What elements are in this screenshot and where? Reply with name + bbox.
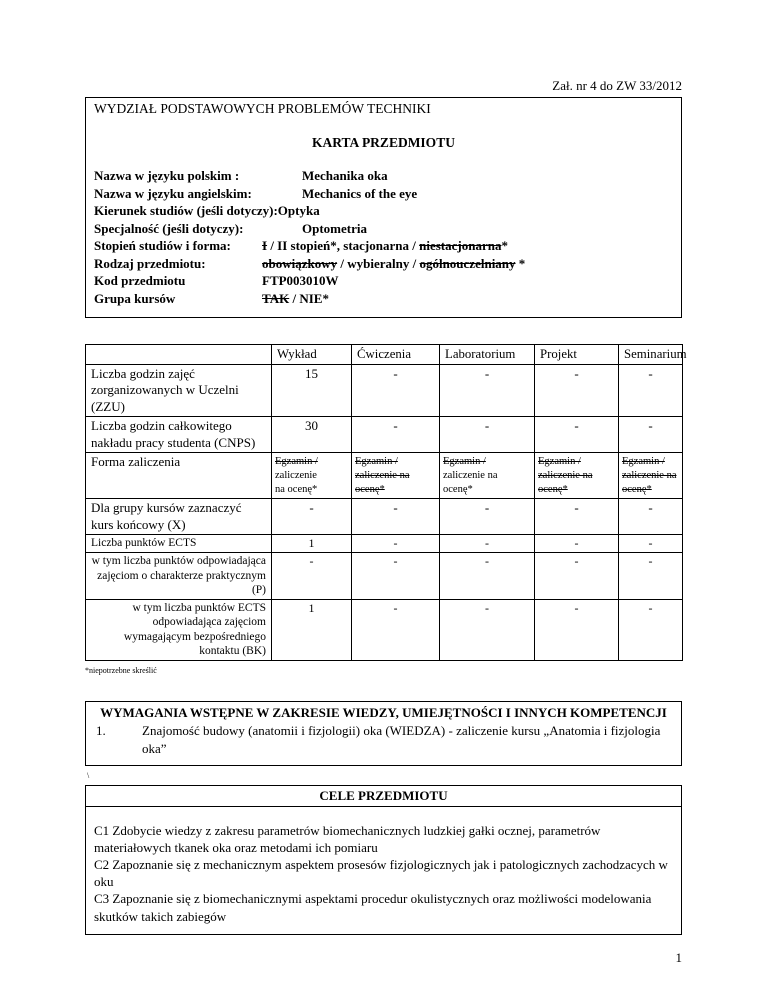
attachment-reference: Zał. nr 4 do ZW 33/2012	[552, 78, 682, 93]
text-segment: / wybieralny /	[337, 255, 420, 271]
page-content	[85, 78, 687, 935]
course-field-row	[94, 167, 673, 185]
table-cell: -	[440, 535, 535, 553]
goal-item: C3 Zapoznanie się z biomechanicznymi aspektami procedur okulistycznych oraz możliwości modelowania skutków takich zabiegów	[94, 891, 652, 924]
table-cell: -	[440, 499, 535, 535]
table-cell: -	[535, 553, 619, 599]
prerequisite-item	[96, 722, 671, 756]
struck-credit-form-line: zaliczenie na	[538, 469, 593, 481]
table-cell: -	[535, 417, 619, 453]
field-label: Grupa kursów	[94, 290, 176, 306]
course-field-row	[94, 202, 673, 220]
table-row	[86, 535, 683, 553]
prerequisite-text: Znajomość budowy (anatomii i fizjologii) oka (WIEDZA) - zaliczenie kursu „Anatomia i fizjologia oka”	[142, 723, 661, 756]
row-label: Dla grupy kursów zaznaczyć kurs końcowy (X)	[86, 499, 272, 535]
text-segment: FTP003010W	[262, 273, 339, 288]
field-label: Specjalność (jeśli dotyczy):	[94, 220, 244, 236]
table-header	[86, 345, 687, 365]
field-label: Stopień studiów i forma:	[94, 238, 231, 253]
course-hours-table	[85, 344, 687, 661]
table-cell: -	[440, 365, 535, 417]
struck-credit-form-line: Egzamin /	[538, 455, 581, 467]
table-header-row	[86, 345, 683, 365]
text-segment: Mechanika oka	[302, 168, 388, 183]
struck-text-segment: I	[262, 238, 268, 253]
course-field-row	[94, 255, 673, 273]
field-value	[262, 272, 339, 290]
text-segment: / NIE*	[289, 290, 329, 306]
course-field-row	[94, 220, 673, 238]
table-row	[86, 365, 683, 417]
credit-form-line: ocenę*	[443, 483, 473, 495]
field-value	[262, 290, 329, 308]
prerequisites-list	[96, 722, 671, 756]
table-cell: -	[352, 535, 440, 553]
field-label: Kod przedmiotu	[94, 273, 186, 288]
table-cell: -	[272, 553, 352, 599]
struck-credit-form-line: zaliczenie na	[622, 469, 677, 481]
table-cell: -	[440, 599, 535, 660]
field-label: Rodzaj przedmiotu:	[94, 255, 206, 271]
row-label: Forma zaliczenia	[86, 452, 272, 499]
struck-credit-form-line: ocenę*	[538, 483, 568, 495]
document-title: KARTA PRZEDMIOTU	[312, 135, 455, 150]
prerequisites-section	[85, 701, 682, 766]
struck-credit-form-line: ocenę*	[355, 483, 385, 495]
text-segment: Optyka	[277, 203, 320, 218]
goal-item: C2 Zapoznanie się z mechanicznym aspektem prosesów fizjologicznych jak i patologicznych zachodzacych w oku	[94, 857, 668, 890]
table-body	[86, 365, 683, 661]
stray-mark: \	[87, 770, 90, 780]
table-cell: -	[619, 553, 683, 599]
table-row	[86, 599, 683, 660]
prerequisite-number: 1.	[96, 723, 106, 739]
field-label: Nazwa w języku polskim :	[94, 168, 240, 183]
strike-footnote: *niepotrzebne skreślić	[85, 665, 157, 675]
credit-form-cell	[619, 452, 683, 499]
struck-text-segment: TAK	[262, 290, 290, 306]
struck-text-segment: ogólnouczelniany	[419, 255, 516, 271]
page-number: 1	[675, 950, 682, 965]
table-row	[86, 417, 683, 453]
field-value	[302, 220, 367, 238]
table-row	[86, 499, 683, 535]
table-cell: -	[352, 599, 440, 660]
column-header: Projekt	[535, 345, 619, 365]
struck-text-segment: obowiązkowy	[262, 255, 338, 271]
struck-credit-form-line: Egzamin /	[622, 455, 665, 467]
table-cell: -	[619, 599, 683, 660]
credit-form-cell	[535, 452, 619, 499]
table-row	[86, 553, 683, 599]
struck-credit-form-line: ocenę*	[622, 483, 652, 495]
table-cell: -	[535, 365, 619, 417]
course-field-row	[94, 237, 673, 255]
text-segment: Mechanics of the eye	[302, 185, 418, 201]
row-label-column-header	[86, 345, 272, 365]
row-label: Liczba godzin całkowitego nakładu pracy studenta (CNPS)	[86, 417, 272, 453]
credit-form-cell	[440, 452, 535, 499]
column-header: Laboratorium	[440, 345, 535, 365]
table-cell: -	[352, 365, 440, 417]
credit-form-line: na ocenę*	[275, 483, 318, 495]
text-segment: Optometria	[302, 220, 367, 236]
table-cell: 15	[272, 365, 352, 417]
course-card-header	[85, 97, 682, 318]
table-cell: -	[619, 417, 683, 453]
table-cell: -	[440, 553, 535, 599]
credit-form-cell	[352, 452, 440, 499]
goals-list	[86, 807, 681, 934]
faculty-name: WYDZIAŁ PODSTAWOWYCH PROBLEMÓW TECHNIKI	[94, 101, 431, 116]
goals-title: CELE PRZEDMIOTU	[86, 786, 681, 807]
field-value	[302, 185, 417, 203]
row-label: Liczba punktów ECTS	[86, 535, 272, 553]
course-field-row	[94, 185, 673, 203]
table-cell: -	[619, 499, 683, 535]
goal-item: C1 Zdobycie wiedzy z zakresu parametrów biomechanicznych ludzkiej gałki ocznej, parametrów materiałowych tkanek oka oraz metodami ich pomiaru	[94, 822, 601, 855]
field-label: Nazwa w języku angielskim:	[94, 185, 252, 201]
column-header: Ćwiczenia	[352, 345, 440, 365]
field-value	[302, 167, 388, 185]
course-field-row	[94, 290, 673, 308]
struck-credit-form-line: zaliczenie na	[355, 469, 410, 481]
row-label: w tym liczba punktów ECTS odpowiadająca zajęciom wymagającym bezpośredniego kontaktu (BK)	[86, 599, 272, 660]
table-cell: -	[619, 365, 683, 417]
table-cell: 1	[272, 599, 352, 660]
text-segment: / II stopień*, stacjonarna /	[267, 238, 420, 253]
table-cell: -	[272, 499, 352, 535]
field-value	[278, 202, 320, 220]
column-header: Seminarium	[619, 345, 683, 365]
struck-credit-form-line: Egzamin /	[275, 455, 318, 467]
table-cell: 30	[272, 417, 352, 453]
table-cell: -	[619, 535, 683, 553]
text-segment: *	[515, 255, 526, 271]
table-cell: -	[352, 553, 440, 599]
table-row	[86, 452, 683, 499]
table-cell: -	[535, 535, 619, 553]
course-metadata-fields	[94, 167, 673, 307]
field-value	[262, 255, 525, 273]
field-value	[262, 237, 508, 255]
table-cell: -	[535, 499, 619, 535]
row-label: Liczba godzin zajęć zorganizowanych w Uczelni (ZZU)	[86, 365, 272, 417]
credit-form-line: zaliczenie	[275, 469, 317, 481]
prerequisites-title: WYMAGANIA WSTĘPNE W ZAKRESIE WIEDZY, UMIEJĘTNOŚCI I INNYCH KOMPETENCJI	[100, 704, 667, 720]
row-label: w tym liczba punktów odpowiadająca zajęciom o charakterze praktycznym (P)	[86, 553, 272, 599]
course-field-row	[94, 272, 673, 290]
struck-credit-form-line: Egzamin /	[355, 455, 398, 467]
struck-credit-form-line: Egzamin /	[443, 455, 486, 467]
struck-text-segment: niestacjonarna	[419, 238, 502, 253]
field-label: Kierunek studiów (jeśli dotyczy):	[94, 203, 278, 218]
text-segment: *	[501, 238, 508, 253]
credit-form-cell	[272, 452, 352, 499]
column-header: Wykład	[272, 345, 352, 365]
table-cell: -	[440, 417, 535, 453]
goals-section	[85, 785, 682, 935]
table-cell: -	[352, 417, 440, 453]
table-cell: 1	[272, 535, 352, 553]
credit-form-line: zaliczenie na	[443, 469, 498, 481]
table-cell: -	[535, 599, 619, 660]
table-cell: -	[352, 499, 440, 535]
